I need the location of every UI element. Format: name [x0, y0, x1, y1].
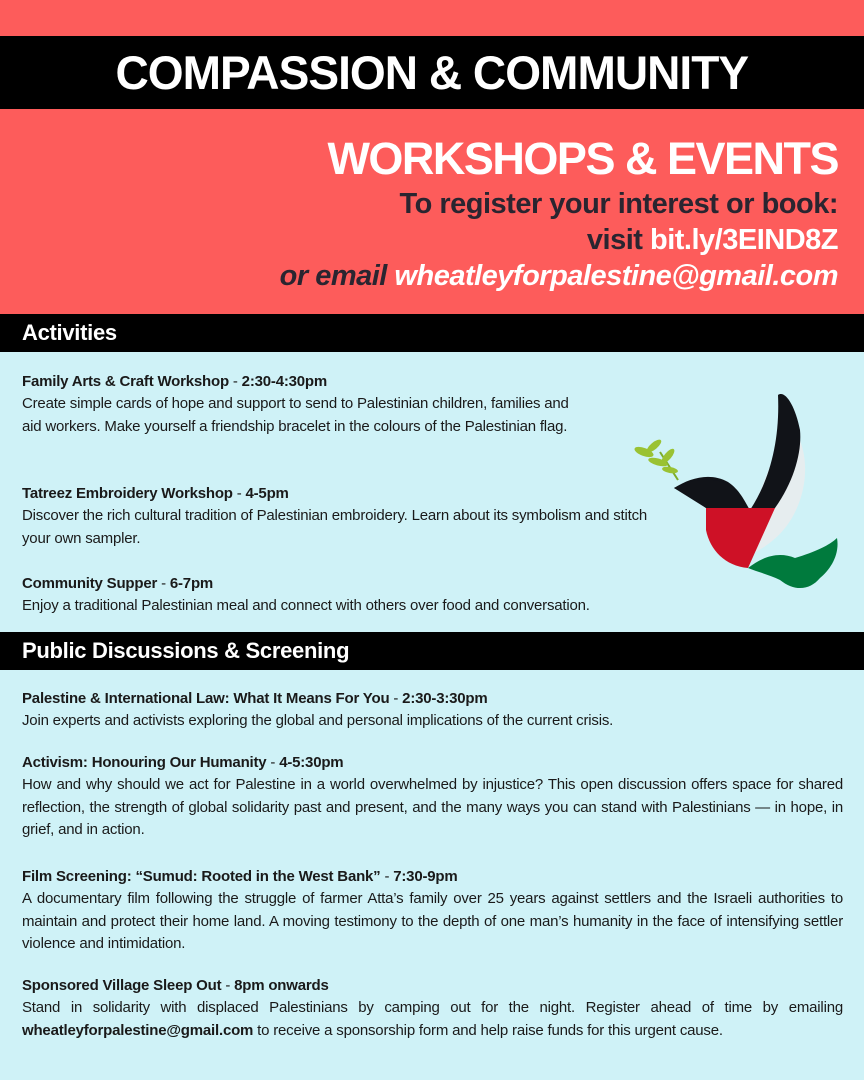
- subtitle: WORKSHOPS & EVENTS: [327, 133, 838, 184]
- event-title: Palestine & International Law: What It Means For You - 2:30-3:30pm: [22, 690, 488, 707]
- email-prefix: or email: [279, 260, 387, 292]
- event-description: Create simple cards of hope and support to send to Palestinian children, families and aid workers. Make yourself a friendship bracelet in the colours of the Palestinian flag.: [22, 395, 569, 435]
- event-family-arts: [22, 371, 582, 438]
- peace-dove-icon: [630, 380, 845, 600]
- discussions-section-header: [0, 632, 864, 670]
- event-description: Stand in solidarity with displaced Palestinians by camping out for the night. Register ahead of time by emailing wheatleyforpalestine@gmail.com to receive a sponsorship form and help raise funds for this urgent cause.: [22, 999, 843, 1039]
- email-line: [280, 258, 838, 294]
- event-activism: [22, 752, 843, 842]
- event-film-screening: [22, 866, 843, 956]
- event-title: Community Supper - 6-7pm: [22, 575, 214, 592]
- event-community-supper: [22, 573, 682, 618]
- register-line: To register your interest or book:: [399, 188, 838, 220]
- visit-line: [280, 222, 838, 258]
- event-title: Film Screening: “Sumud: Rooted in the West Bank” - 7:30-9pm: [22, 868, 458, 885]
- title-bar: [0, 36, 864, 109]
- event-sleep-out: [22, 975, 843, 1042]
- registration-link[interactable]: bit.ly/3EIND8Z: [650, 224, 838, 256]
- discussions-heading: Public Discussions & Screening: [22, 638, 350, 663]
- contact-email-link[interactable]: wheatleyforpalestine@gmail.com: [394, 260, 838, 292]
- event-description: How and why should we act for Palestine in a world overwhelmed by injustice? This open discussion offers space for shared reflection, the strength of global solidarity past and present, and the many ways you can stand with Palestinians — in hope, in grief, and in action.: [22, 776, 843, 838]
- registration-info: [280, 132, 838, 294]
- activities-section-header: [0, 314, 864, 352]
- event-description: A documentary film following the struggle of farmer Atta’s family over 25 years against settlers and the Israeli authorities to maintain and protect their home land. A moving testimony to the depth of one man’s humanity in the face of intensifying settler violence and intimidation.: [22, 890, 843, 952]
- event-title: Family Arts & Craft Workshop - 2:30-4:30pm: [22, 373, 328, 390]
- event-description: Join experts and activists exploring the global and personal implications of the current crisis.: [22, 712, 614, 729]
- event-tatreez: [22, 483, 647, 550]
- event-title: Sponsored Village Sleep Out - 8pm onwards: [22, 977, 329, 994]
- sleep-out-email-link[interactable]: wheatleyforpalestine@gmail.com: [22, 1021, 254, 1039]
- page-title: COMPASSION & COMMUNITY: [115, 46, 749, 99]
- activities-heading: Activities: [22, 320, 117, 345]
- event-description: Discover the rich cultural tradition of Palestinian embroidery. Learn about its symbolism and stitch your own sampler.: [22, 507, 648, 547]
- event-title: Activism: Honouring Our Humanity - 4-5:30pm: [22, 754, 344, 771]
- event-international-law: [22, 688, 842, 733]
- visit-prefix: visit: [586, 224, 643, 256]
- event-description: Enjoy a traditional Palestinian meal and connect with others over food and conversation.: [22, 597, 590, 614]
- event-title: Tatreez Embroidery Workshop - 4-5pm: [22, 485, 289, 502]
